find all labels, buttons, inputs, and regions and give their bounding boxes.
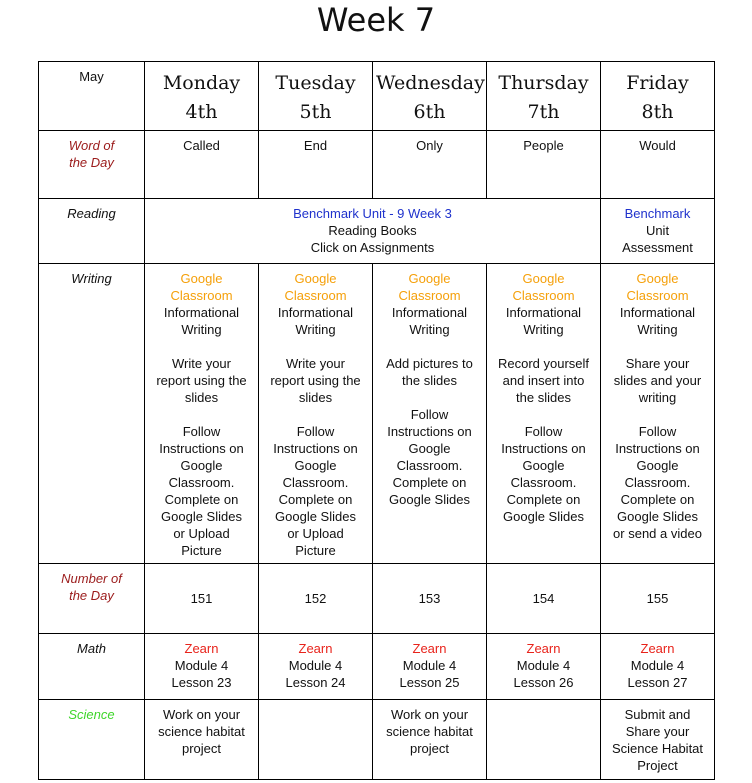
instruction-line: or Upload: [287, 526, 344, 541]
zearn-link[interactable]: Zearn: [412, 641, 447, 656]
instruction-line: Follow: [638, 424, 677, 439]
instruction-line: Google Slides: [275, 509, 356, 524]
writing-row: [39, 264, 715, 564]
task-line: Share your: [625, 356, 690, 371]
spacer: [262, 406, 369, 423]
day-date: 8th: [641, 101, 674, 123]
writing-type: Writing: [295, 322, 336, 337]
google-classroom-link[interactable]: Classroom: [284, 288, 347, 303]
instruction-line: Complete on: [506, 492, 581, 507]
science-label: Science: [39, 700, 145, 780]
task-line: writing: [638, 390, 677, 405]
writing-type: Writing: [523, 322, 564, 337]
science-wednesday: [373, 700, 487, 780]
science-row: [39, 700, 715, 780]
spacer: [490, 406, 597, 423]
click-on-assignments-text: Click on Assignments: [310, 240, 435, 255]
math-monday: [145, 634, 259, 700]
instruction-line: Google Slides: [617, 509, 698, 524]
number-friday: 155: [601, 564, 715, 634]
spacer: [490, 338, 597, 355]
task-line: and insert into: [502, 373, 585, 388]
zearn-link[interactable]: Zearn: [526, 641, 561, 656]
science-friday: [601, 700, 715, 780]
writing-type: Informational: [505, 305, 582, 320]
instruction-line: Follow: [296, 424, 335, 439]
science-task-line: Work on your: [162, 707, 241, 722]
instruction-line: Instructions on: [501, 441, 586, 456]
instruction-line: Instructions on: [159, 441, 244, 456]
page-title: Week 7: [316, 1, 436, 39]
day-date: 4th: [185, 101, 218, 123]
number-of-the-day-row: [39, 564, 715, 634]
task-line: the slides: [402, 373, 457, 388]
label-line: the Day: [69, 588, 114, 603]
writing-label: Writing: [39, 264, 145, 564]
task-line: the slides: [516, 390, 571, 405]
instruction-line: Classroom.: [396, 458, 463, 473]
instruction-line: Instructions on: [615, 441, 700, 456]
writing-type: Writing: [181, 322, 222, 337]
instruction-line: Google Slides: [161, 509, 242, 524]
label-line: Number of: [61, 571, 122, 586]
lesson-text: Lesson 24: [285, 675, 346, 690]
spacer: [604, 338, 711, 355]
day-header-thursday: [487, 62, 601, 131]
instruction-line: or Upload: [173, 526, 230, 541]
google-classroom-link[interactable]: Google: [294, 271, 337, 286]
word-tuesday: End: [259, 131, 373, 199]
google-classroom-link[interactable]: Google: [636, 271, 679, 286]
writing-monday: [145, 264, 259, 564]
instruction-line: Picture: [295, 543, 336, 558]
day-name: Wednesday: [376, 72, 485, 94]
math-thursday: [487, 634, 601, 700]
science-task-line: science habitat: [386, 724, 473, 739]
word-thursday: People: [487, 131, 601, 199]
instruction-line: Complete on: [278, 492, 353, 507]
google-classroom-link[interactable]: Classroom: [398, 288, 461, 303]
zearn-link[interactable]: Zearn: [298, 641, 333, 656]
instruction-line: Follow: [182, 424, 221, 439]
instruction-line: Instructions on: [387, 424, 472, 439]
word-monday: Called: [145, 131, 259, 199]
zearn-link[interactable]: Zearn: [640, 641, 675, 656]
science-monday: [145, 700, 259, 780]
instruction-line: Classroom.: [510, 475, 577, 490]
writing-type: Informational: [391, 305, 468, 320]
writing-type: Informational: [163, 305, 240, 320]
instruction-line: Instructions on: [273, 441, 358, 456]
module-text: Module 4: [630, 658, 685, 673]
weekly-schedule-table: [38, 61, 715, 780]
spacer: [376, 338, 483, 355]
instruction-line: Google Slides: [503, 509, 584, 524]
task-line: slides: [184, 390, 219, 405]
word-wednesday: Only: [373, 131, 487, 199]
writing-type: Writing: [409, 322, 450, 337]
header-row: [39, 62, 715, 131]
module-text: Module 4: [516, 658, 571, 673]
writing-type: Informational: [619, 305, 696, 320]
math-tuesday: [259, 634, 373, 700]
spacer: [148, 338, 255, 355]
instruction-line: Classroom.: [624, 475, 691, 490]
writing-wednesday: [373, 264, 487, 564]
google-classroom-link[interactable]: Classroom: [626, 288, 689, 303]
google-classroom-link[interactable]: Google: [522, 271, 565, 286]
science-task-line: Submit and: [624, 707, 691, 722]
module-text: Module 4: [174, 658, 229, 673]
label-line: Word of: [68, 138, 115, 153]
label-line: the Day: [69, 155, 114, 170]
instruction-line: Classroom.: [168, 475, 235, 490]
google-classroom-link[interactable]: Google: [180, 271, 223, 286]
assessment-text: Assessment: [622, 240, 693, 255]
spacer: [262, 338, 369, 355]
word-friday: Would: [601, 131, 715, 199]
day-name: Thursday: [498, 72, 589, 94]
instruction-line: Complete on: [164, 492, 239, 507]
day-header-friday: [601, 62, 715, 131]
instruction-line: Complete on: [620, 492, 695, 507]
day-name: Friday: [626, 72, 689, 94]
module-text: Module 4: [288, 658, 343, 673]
instruction-line: Classroom.: [282, 475, 349, 490]
writing-type: Informational: [277, 305, 354, 320]
day-header-wednesday: [373, 62, 487, 131]
writing-thursday: [487, 264, 601, 564]
task-line: slides: [298, 390, 333, 405]
task-line: Record yourself: [497, 356, 590, 371]
instruction-line: Google: [636, 458, 679, 473]
task-line: Add pictures to: [386, 356, 473, 371]
spacer: [604, 406, 711, 423]
task-line: Write your: [172, 356, 231, 371]
google-classroom-link[interactable]: Classroom: [170, 288, 233, 303]
science-task-line: Work on your: [390, 707, 469, 722]
google-classroom-link[interactable]: Google: [408, 271, 451, 286]
science-thursday: [487, 700, 601, 780]
lesson-text: Lesson 25: [399, 675, 460, 690]
reading-friday-cell: [601, 199, 715, 264]
instruction-line: or send a video: [613, 526, 702, 541]
reading-label: Reading: [39, 199, 145, 264]
lesson-text: Lesson 23: [171, 675, 232, 690]
writing-type: Writing: [637, 322, 678, 337]
instruction-line: Google: [522, 458, 565, 473]
instruction-line: Follow: [524, 424, 563, 439]
math-row: [39, 634, 715, 700]
task-line: Write your: [286, 356, 345, 371]
task-line: slides and your: [613, 373, 702, 388]
science-task-line: science habitat: [158, 724, 245, 739]
number-thursday: 154: [487, 564, 601, 634]
benchmark-unit-link[interactable]: Benchmark Unit - 9 Week 3: [293, 206, 452, 221]
month-cell: [39, 62, 145, 131]
lesson-text: Lesson 27: [627, 675, 688, 690]
math-label: Math: [39, 634, 145, 700]
number-monday: 151: [145, 564, 259, 634]
spacer: [148, 406, 255, 423]
instruction-line: Google Slides: [389, 492, 470, 507]
instruction-line: Google: [180, 458, 223, 473]
instruction-line: Picture: [181, 543, 222, 558]
day-date: 7th: [527, 101, 560, 123]
day-name: Tuesday: [275, 72, 356, 94]
instruction-line: Google: [408, 441, 451, 456]
writing-friday: [601, 264, 715, 564]
day-header-monday: [145, 62, 259, 131]
science-task-line: Project: [637, 758, 678, 773]
day-name: Monday: [162, 72, 241, 94]
module-text: Module 4: [402, 658, 457, 673]
math-wednesday: [373, 634, 487, 700]
science-task-line: project: [181, 741, 222, 756]
task-line: report using the: [156, 373, 247, 388]
reading-main-cell: [145, 199, 601, 264]
day-date: 5th: [299, 101, 332, 123]
instruction-line: Complete on: [392, 475, 467, 490]
unit-text: Unit: [645, 223, 670, 238]
science-task-line: Science Habitat: [611, 741, 704, 756]
reading-books-text: Reading Books: [328, 223, 417, 238]
lesson-text: Lesson 26: [513, 675, 574, 690]
benchmark-assessment-link[interactable]: Benchmark: [624, 206, 691, 221]
google-classroom-link[interactable]: Classroom: [512, 288, 575, 303]
instruction-line: Follow: [410, 407, 449, 422]
zearn-link[interactable]: Zearn: [184, 641, 219, 656]
number-tuesday: 152: [259, 564, 373, 634]
word-of-the-day-label: [39, 131, 145, 199]
math-friday: [601, 634, 715, 700]
science-task-line: Share your: [625, 724, 690, 739]
day-date: 6th: [413, 101, 446, 123]
spacer: [376, 389, 483, 406]
instruction-line: Google: [294, 458, 337, 473]
number-wednesday: 153: [373, 564, 487, 634]
writing-tuesday: [259, 264, 373, 564]
science-tuesday: [259, 700, 373, 780]
science-task-line: project: [409, 741, 450, 756]
word-of-the-day-row: [39, 131, 715, 199]
reading-row: [39, 199, 715, 264]
month-label: May: [79, 69, 104, 84]
task-line: report using the: [270, 373, 361, 388]
number-of-the-day-label: [39, 564, 145, 634]
day-header-tuesday: [259, 62, 373, 131]
